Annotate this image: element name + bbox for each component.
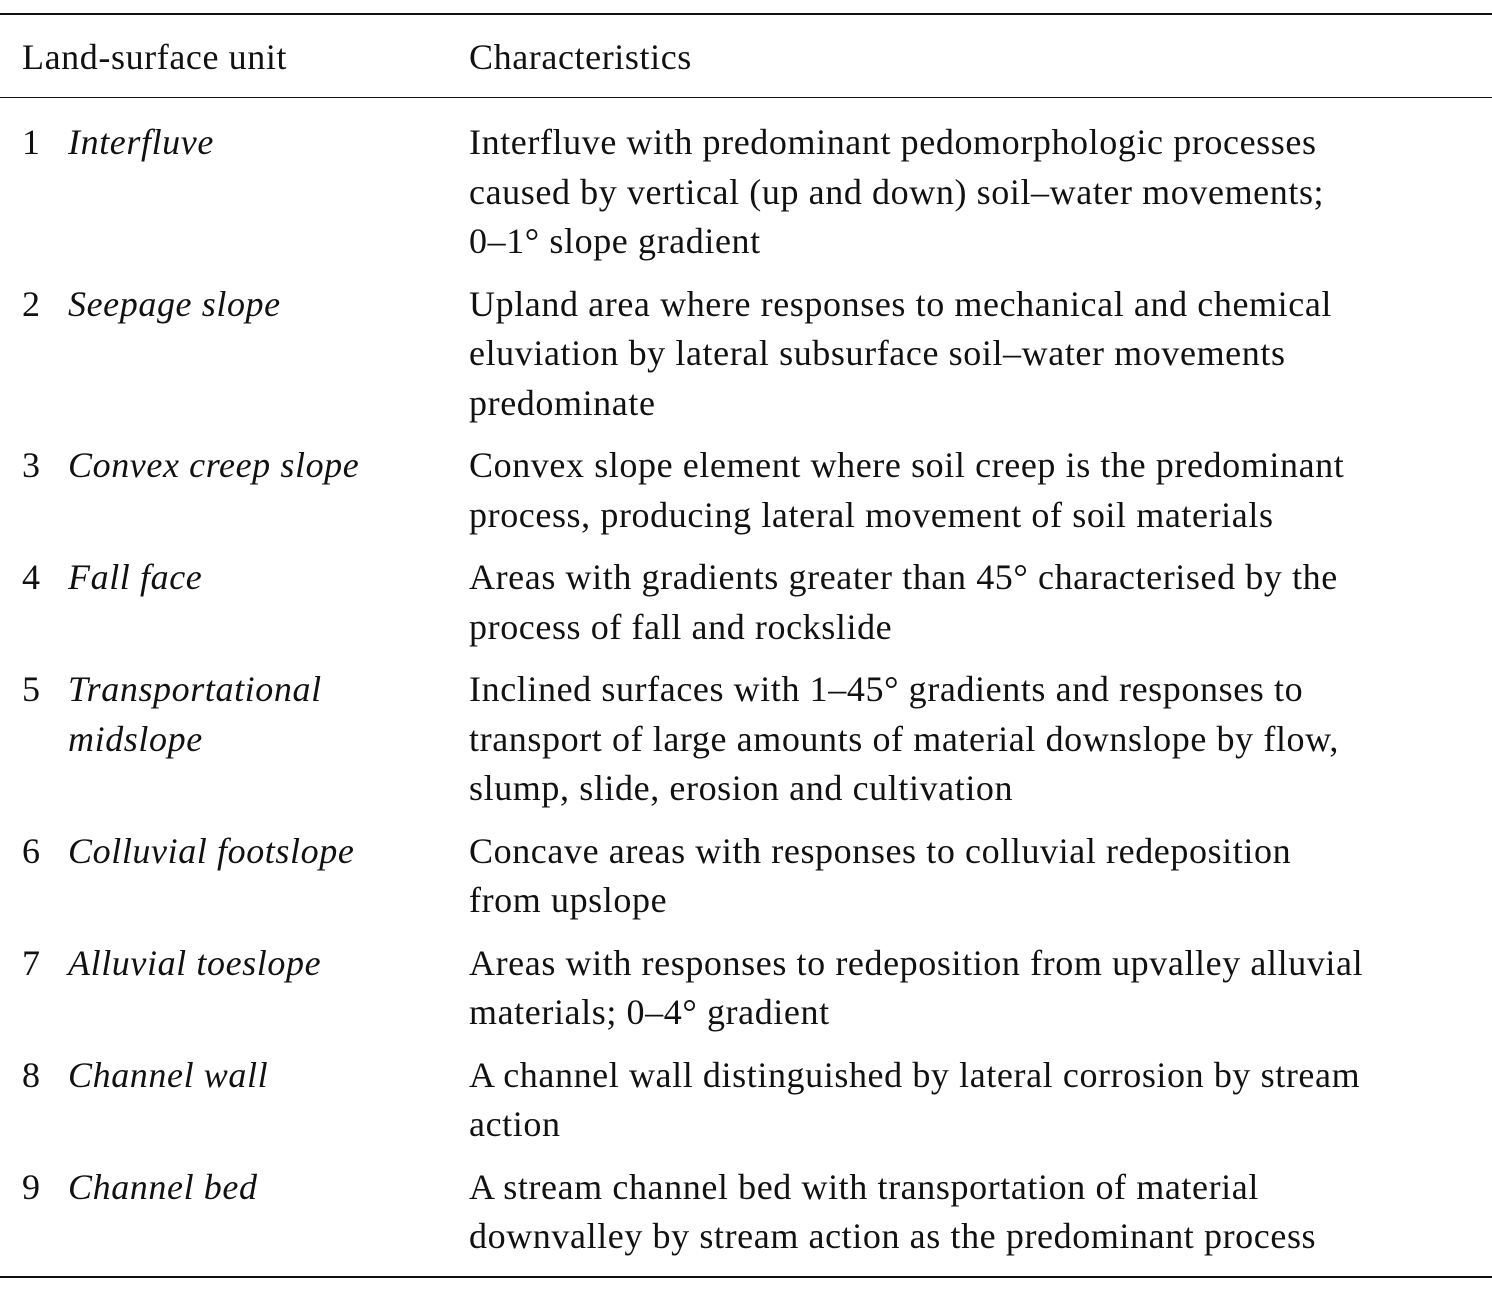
header-characteristics: Characteristics xyxy=(469,37,692,77)
unit-line: Colluvial footslope xyxy=(68,830,355,871)
header-rule xyxy=(0,97,1492,98)
unit-line: Fall face xyxy=(68,557,203,597)
unit-line: Convex creep slope xyxy=(68,445,360,485)
row-number: 2 xyxy=(22,283,41,324)
characteristics-line: Areas with gradients greater than 45° characterised by the xyxy=(469,557,1338,597)
row-number: 5 xyxy=(22,669,41,709)
characteristics xyxy=(469,1163,1492,1262)
unit-line: Channel wall xyxy=(68,1054,269,1095)
characteristics-line: Interfluve with predominant pedomorphologic processes xyxy=(469,122,1317,162)
land-surface-unit xyxy=(68,939,321,989)
characteristics xyxy=(469,441,1492,540)
unit-line: Alluvial toeslope xyxy=(68,942,322,983)
row-number: 1 xyxy=(22,122,41,162)
table-row xyxy=(0,441,1492,553)
characteristics-line: A stream channel bed with transportation of material xyxy=(469,1166,1259,1207)
characteristics-line: process, producing lateral movement of soil materials xyxy=(469,494,1274,535)
land-surface-unit xyxy=(68,665,322,764)
characteristics-line: slump, slide, erosion and cultivation xyxy=(469,768,1014,808)
land-surface-unit xyxy=(68,441,359,491)
bottom-rule xyxy=(0,1276,1492,1278)
unit-line: Transportational xyxy=(68,669,322,709)
row-number: 8 xyxy=(22,1054,41,1095)
table-row xyxy=(0,553,1492,665)
land-surface-unit xyxy=(68,1163,258,1213)
characteristics-line: from upslope xyxy=(469,880,668,920)
table-row xyxy=(0,280,1492,442)
characteristics-line: materials; 0–4° gradient xyxy=(469,992,830,1032)
row-number: 4 xyxy=(22,557,41,597)
characteristics-line: 0–1° slope gradient xyxy=(469,221,761,261)
table-row xyxy=(0,939,1492,1051)
characteristics-line: predominate xyxy=(469,382,656,423)
characteristics-line: Inclined surfaces with 1–45° gradients and responses to xyxy=(469,669,1304,709)
unit-line: Channel bed xyxy=(68,1166,258,1207)
characteristics-line: Upland area where responses to mechanical and chemical xyxy=(469,283,1333,324)
row-number: 7 xyxy=(22,942,41,983)
row-number: 9 xyxy=(22,1166,41,1207)
characteristics-line: Convex slope element where soil creep is the predominant xyxy=(469,445,1345,485)
characteristics-line: Areas with responses to redeposition from upvalley alluvial xyxy=(469,942,1364,983)
characteristics xyxy=(469,553,1492,652)
land-surface-unit xyxy=(68,118,214,168)
row-number: 6 xyxy=(22,830,41,871)
unit-line: midslope xyxy=(68,718,203,759)
characteristics-line: downvalley by stream action as the predominant process xyxy=(469,1216,1317,1256)
land-surface-unit xyxy=(68,1051,268,1101)
characteristics xyxy=(469,939,1492,1038)
table-body xyxy=(0,118,1492,1275)
table-row xyxy=(0,1163,1492,1275)
table-row xyxy=(0,827,1492,939)
characteristics xyxy=(469,665,1492,814)
characteristics-line: action xyxy=(469,1104,561,1144)
characteristics xyxy=(469,1051,1492,1150)
land-surface-unit xyxy=(68,553,202,603)
table-row xyxy=(0,118,1492,280)
characteristics-line: caused by vertical (up and down) soil–water movements; xyxy=(469,171,1325,212)
characteristics-line: Concave areas with responses to colluvial redeposition xyxy=(469,830,1292,871)
characteristics-line: A channel wall distinguished by lateral corrosion by stream xyxy=(469,1054,1361,1095)
characteristics-line: eluviation by lateral subsurface soil–water movements xyxy=(469,333,1286,373)
characteristics xyxy=(469,280,1492,429)
header-land-surface-unit: Land-surface unit xyxy=(22,37,288,77)
table-row xyxy=(0,665,1492,827)
characteristics-line: process of fall and rockslide xyxy=(469,606,893,647)
row-number: 3 xyxy=(22,445,41,485)
characteristics xyxy=(469,827,1492,926)
table-row xyxy=(0,1051,1492,1163)
unit-line: Seepage slope xyxy=(68,283,281,324)
unit-line: Interfluve xyxy=(68,122,214,162)
top-rule xyxy=(0,13,1492,15)
land-surface-unit xyxy=(68,280,281,330)
characteristics xyxy=(469,118,1492,267)
land-surface-unit xyxy=(68,827,354,877)
characteristics-line: transport of large amounts of material downslope by flow, xyxy=(469,718,1340,759)
